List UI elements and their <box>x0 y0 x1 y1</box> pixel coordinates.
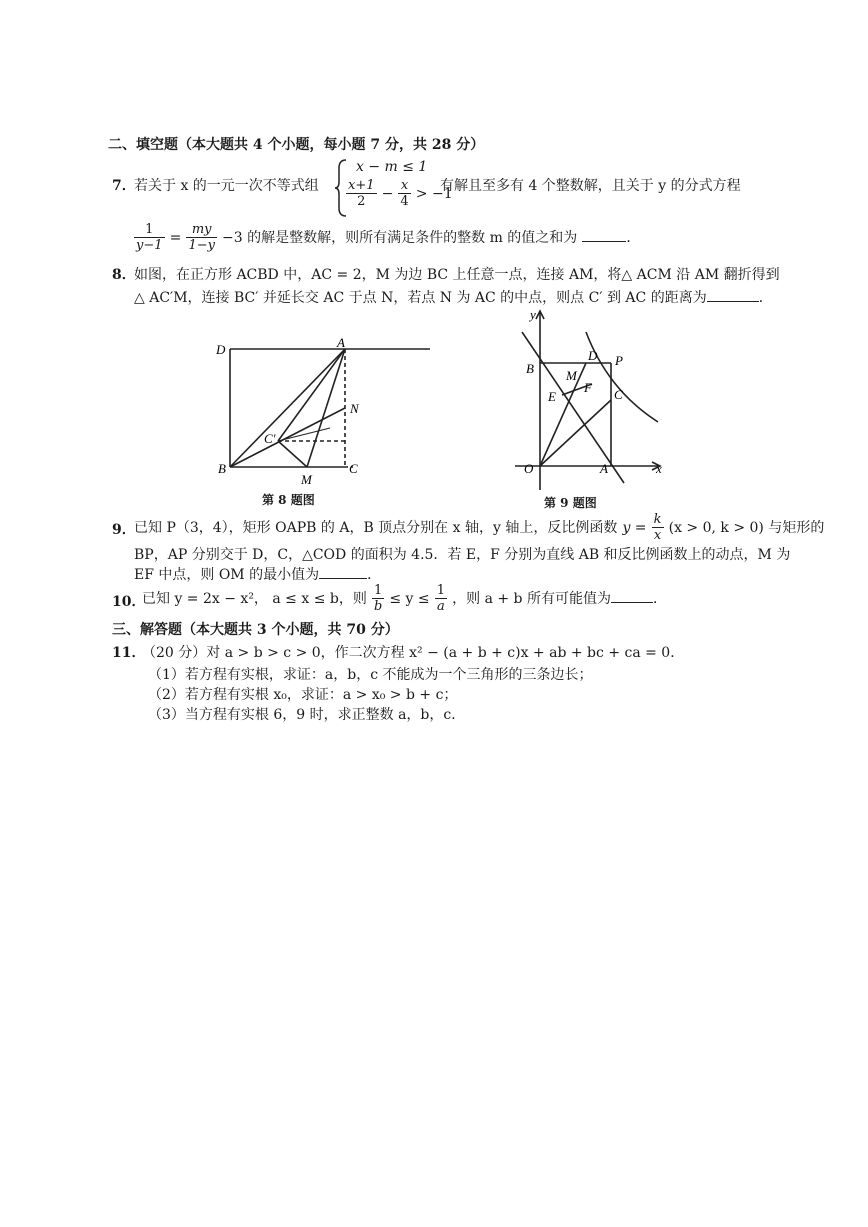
q7-eq-equals: = <box>169 230 182 246</box>
fig8-label-c-prime: C′ <box>264 431 276 446</box>
q10-frac1-num: 1 <box>372 583 384 599</box>
fig9-label-c: C <box>614 387 623 402</box>
q7-ineq2-rhs: > −1 <box>415 186 453 202</box>
q7-number: 7． <box>112 178 136 194</box>
q7-ineq2-minus: − <box>381 186 394 202</box>
q7-end: ． <box>626 230 641 246</box>
figure-8-caption: 第 8 题图 <box>262 493 315 507</box>
figure-9-caption: 第 9 题图 <box>544 496 597 510</box>
q9-answer-blank[interactable] <box>319 578 367 579</box>
q7-eq-tail: −3 的解是整数解，则所有满足条件的整数 m 的值之和为 <box>222 230 578 246</box>
q9-func-num: k <box>653 512 662 527</box>
q9-line-1-b: (x > 0, k > 0) 与矩形的 <box>668 520 825 536</box>
q10-frac1-den: b <box>373 599 383 614</box>
q8-line-1: 如图，在正方形 ACBD 中，AC = 2，M 为边 BC 上任意一点，连接 AM，将△ ACM 沿 AM 翻折得到 <box>134 267 780 283</box>
q11-part-1: （1）若方程有实根，求证：a，b，c 不能成为一个三角形的三条边长； <box>148 667 593 683</box>
figure-9 <box>500 305 675 495</box>
q10-frac2-den: a <box>437 599 445 614</box>
fig9-label-a: A <box>600 461 608 476</box>
section-2-title: 二、填空题（本大题共 4 个小题，每小题 7 分，共 28 分） <box>108 137 485 153</box>
q7-ineq2-den1: 2 <box>357 194 366 209</box>
q7-ineq2-den2: 4 <box>400 194 409 209</box>
q7-eq-num2: my <box>186 222 217 238</box>
fig9-label-x: x <box>656 461 662 476</box>
q7-ineq2-num1: x+1 <box>348 178 375 193</box>
q10-frac2-num: 1 <box>436 583 446 598</box>
fig8-label-m: M <box>301 472 312 487</box>
q7-text-a: 若关于 x 的一元一次不等式组 <box>134 178 319 194</box>
q10-text-a: 已知 y = 2x − x²， a ≤ x ≤ b，则 <box>142 591 367 607</box>
fig8-label-c: C <box>349 461 358 476</box>
q7-eq-den2: 1−y <box>188 238 215 253</box>
q9-line-1-a: 已知 P（3，4），矩形 OAPB 的 A，B 顶点分别在 x 轴，y 轴上，反比例函数 <box>134 520 618 536</box>
q7-ineq2-num2: x <box>398 178 410 194</box>
fig8-label-b: B <box>218 461 226 476</box>
fig8-label-d: D <box>216 342 226 357</box>
q8-answer-blank[interactable] <box>707 301 759 302</box>
q11-part-3: （3）当方程有实根 6，9 时，求正整数 a，b，c． <box>148 707 466 723</box>
q7-equation <box>134 222 640 253</box>
q11-stem: （20 分）对 a > b > c > 0，作二次方程 x² − (a + b + c)x + ab + bc + ca = 0． <box>142 645 685 661</box>
q10-answer-blank[interactable] <box>611 602 653 603</box>
q7-text-b: 有解且至多有 4 个整数解，且关于 y 的分式方程 <box>440 178 741 194</box>
fig8-label-a: A <box>337 335 345 350</box>
q8-line-2-wrap <box>134 289 773 307</box>
q9-line-3: EF 中点，则 OM 的最小值为 <box>134 567 320 583</box>
fig9-label-m: M <box>566 368 577 383</box>
q10-body <box>142 583 667 614</box>
q10-mid: ≤ y ≤ <box>389 591 430 607</box>
q7-eq-num1: 1 <box>134 222 165 238</box>
q8-line-2: △ AC′M，连接 BC′ 并延长交 AC 于点 N，若点 N 为 AC 的中点，则点 C′ 到 AC 的距离为 <box>134 290 707 306</box>
fig9-label-e: E <box>548 389 556 404</box>
q11-number: 11． <box>112 645 146 661</box>
q10-text-b: ，则 a + b 所有可能值为 <box>452 591 611 607</box>
q7-eq-den1: y−1 <box>136 238 163 253</box>
fig9-label-y: y <box>530 307 536 322</box>
q9-end: ． <box>367 567 382 583</box>
q9-line-2: BP，AP 分别交于 D，C，△COD 的面积为 4.5．若 E，F 分别为直线 AB 和反比例函数上的动点，M 为 <box>134 547 791 563</box>
q9-func-y: y = <box>622 520 647 536</box>
fig9-label-p: P <box>615 353 623 368</box>
fig9-label-d: D <box>588 348 598 363</box>
q9-line-3-wrap <box>134 566 381 584</box>
q10-number: 10． <box>112 594 146 610</box>
fig9-label-b: B <box>526 361 534 376</box>
section-3-title: 三、解答题（本大题共 3 个小题，共 70 分） <box>112 622 399 638</box>
q9-number: 9． <box>112 522 136 538</box>
q9-func-den: x <box>653 528 662 543</box>
q7-answer-blank[interactable] <box>582 241 626 242</box>
q8-end: ． <box>758 290 773 306</box>
q7-inequality-2 <box>346 178 453 209</box>
fig8-label-n: N <box>350 401 359 416</box>
q10-end: ． <box>652 591 667 607</box>
fig9-label-o: O <box>524 461 534 476</box>
q8-number: 8． <box>112 267 136 283</box>
q7-inequality-1: x − m ≤ 1 <box>356 159 428 175</box>
fig9-label-f: F <box>584 380 592 395</box>
q11-part-2: （2）若方程有实根 x₀，求证：a > x₀ > b + c； <box>148 687 458 703</box>
q9-line-1 <box>134 512 824 543</box>
figure-8 <box>210 330 450 490</box>
